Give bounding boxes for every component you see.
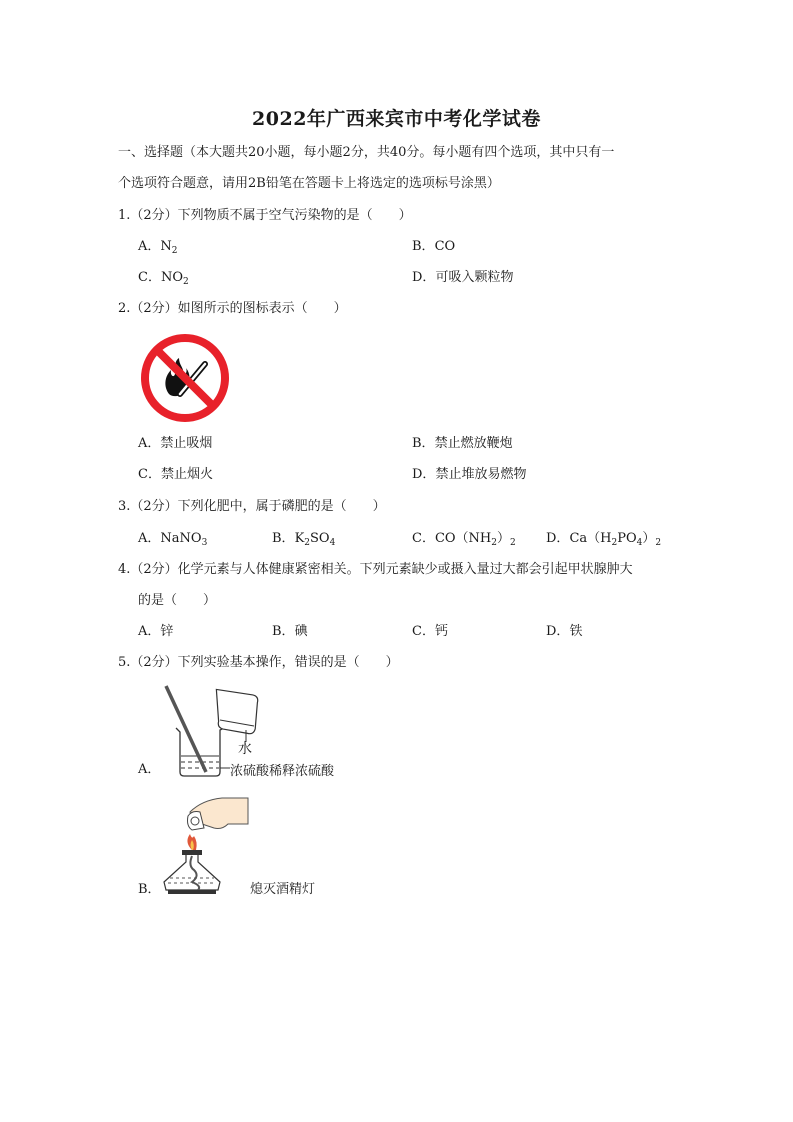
option-label: B． bbox=[412, 436, 435, 451]
option-label: A． bbox=[138, 624, 161, 639]
option-label: A． bbox=[138, 239, 161, 254]
formula-part: K bbox=[294, 531, 305, 546]
option-b-label[interactable]: B． bbox=[138, 882, 161, 897]
question-stem: 3.（2分）下列化肥中，属于磷肥的是（ ） bbox=[118, 499, 386, 514]
option-label: B． bbox=[272, 531, 295, 546]
section-header-line1: 一、选择题（本大题共20小题，每小题2分，共40分。每小题有四个选项，其中只有一 bbox=[118, 145, 615, 160]
option-a[interactable] bbox=[138, 238, 178, 256]
formula-part: SO bbox=[310, 531, 330, 546]
question-stem: 2.（2分）如图所示的图标表示（ ） bbox=[118, 301, 347, 316]
option-label: B． bbox=[272, 624, 295, 639]
option-text: 禁止烟火 bbox=[160, 467, 213, 482]
section-header-line2: 个选项符合题意，请用2B铅笔在答题卡上将选定的选项标号涂黑） bbox=[118, 176, 500, 191]
option-label: D． bbox=[412, 467, 436, 482]
formula-part: ） bbox=[642, 531, 656, 546]
option-text: CO bbox=[434, 239, 456, 254]
option-a-label[interactable]: A． bbox=[138, 762, 161, 777]
option-text: 碘 bbox=[294, 624, 308, 639]
formula-part: ） bbox=[497, 531, 511, 546]
option-text: 钙 bbox=[434, 624, 448, 639]
option-label: D． bbox=[546, 624, 570, 639]
question-stem-line1: 4.（2分）化学元素与人体健康紧密相关。下列元素缺少或摄入量过大都会引起甲状腺肿大 bbox=[118, 562, 633, 577]
option-text: N bbox=[160, 239, 172, 254]
option-caption: 稀释浓硫酸 bbox=[269, 764, 335, 779]
option-a[interactable] bbox=[138, 530, 207, 548]
subscript: 2 bbox=[304, 538, 311, 548]
no-open-flame-sign-icon bbox=[139, 332, 231, 424]
option-text: 锌 bbox=[160, 624, 174, 639]
option-c[interactable] bbox=[138, 466, 213, 484]
question-stem: 1.（2分）下列物质不属于空气污染物的是（ ） bbox=[118, 208, 412, 223]
option-label: B． bbox=[412, 239, 435, 254]
subscript: 2 bbox=[183, 277, 189, 287]
option-d[interactable] bbox=[546, 530, 661, 548]
question-stem: 5.（2分）下列实验基本操作，错误的是（ ） bbox=[118, 655, 399, 670]
option-label: A． bbox=[138, 531, 161, 546]
subscript: 2 bbox=[491, 538, 498, 548]
option-label: A． bbox=[138, 436, 161, 451]
option-c[interactable] bbox=[412, 623, 448, 641]
option-label: D． bbox=[546, 531, 570, 546]
option-caption: 熄灭酒精灯 bbox=[250, 882, 316, 897]
formula-part: Ca（H bbox=[569, 531, 612, 546]
option-c[interactable] bbox=[138, 269, 189, 287]
formula-part: PO bbox=[617, 531, 637, 546]
option-d[interactable] bbox=[412, 269, 513, 287]
option-label: C． bbox=[138, 467, 161, 482]
option-text: 禁止吸烟 bbox=[160, 436, 213, 451]
option-b[interactable] bbox=[412, 238, 455, 256]
subscript: 2 bbox=[171, 246, 178, 256]
acid-text: 浓硫酸 bbox=[230, 764, 270, 779]
page-title: 2022年广西来宾市中考化学试卷 bbox=[252, 108, 541, 130]
question-stem-line2: 的是（ ） bbox=[138, 593, 217, 608]
option-a[interactable] bbox=[138, 623, 173, 641]
option-d[interactable] bbox=[412, 466, 526, 484]
option-text: 可吸入颗粒物 bbox=[435, 270, 514, 285]
option-b[interactable] bbox=[272, 623, 308, 641]
subscript: 3 bbox=[201, 538, 208, 548]
option-b[interactable] bbox=[272, 530, 335, 548]
option-label: D． bbox=[412, 270, 436, 285]
subscript: 2 bbox=[655, 538, 662, 548]
acid-label bbox=[230, 760, 334, 779]
option-label: C． bbox=[412, 531, 435, 546]
option-text: 铁 bbox=[569, 624, 583, 639]
subscript: 4 bbox=[329, 538, 336, 548]
option-text: 禁止堆放易燃物 bbox=[435, 467, 527, 482]
option-text: 禁止燃放鞭炮 bbox=[434, 436, 513, 451]
option-label: C． bbox=[412, 624, 435, 639]
subscript: 4 bbox=[636, 538, 643, 548]
option-label: C． bbox=[138, 270, 161, 285]
option-b[interactable] bbox=[412, 435, 513, 453]
subscript: 2 bbox=[611, 538, 618, 548]
option-c[interactable] bbox=[412, 530, 516, 548]
formula-part: CO（NH bbox=[434, 531, 492, 546]
subscript: 2 bbox=[510, 538, 516, 548]
water-label: 水 bbox=[238, 741, 252, 757]
extinguish-alcohol-lamp-figure-icon bbox=[162, 790, 252, 900]
option-d[interactable] bbox=[546, 623, 582, 641]
option-a[interactable] bbox=[138, 435, 212, 453]
formula-part: NaNO bbox=[160, 531, 202, 546]
option-text: NO bbox=[160, 270, 183, 285]
